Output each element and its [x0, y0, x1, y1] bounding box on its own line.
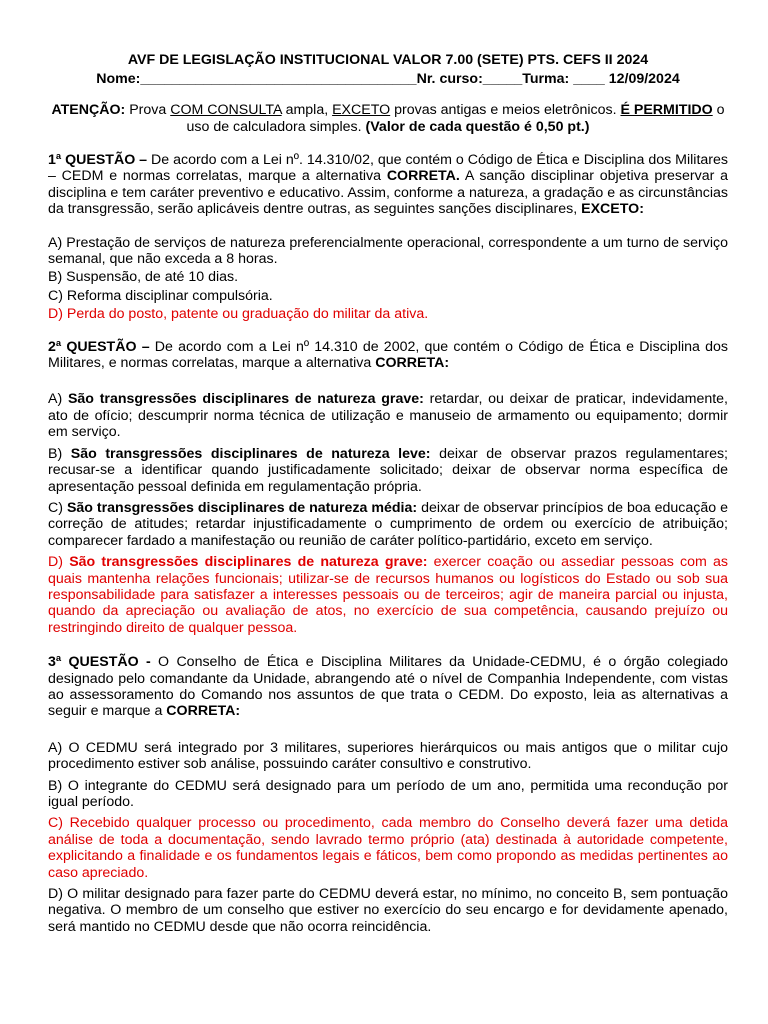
- question-2-stem: 2ª QUESTÃO – De acordo com a Lei nº 14.310 de 2002, que contém o Código de Ética e Disciplina dos Militares, e normas correlatas, marque a alternativa CORRETA:: [48, 338, 728, 372]
- question-2-option-b: B) São transgressões disciplinares de natureza leve: deixar de observar prazos regulamentares; recusar-se a identificar quando justificadamente solicitado; deixar de observar norma específica de apresentação pessoal definida em regulamentação própria.: [48, 445, 728, 495]
- question-1-option-a: A) Prestação de serviços de natureza preferencialmente operacional, correspondente a um turno de serviço semanal, que não exceda a 8 horas.: [48, 234, 728, 268]
- question-2-option-c: C) São transgressões disciplinares de natureza média: deixar de observar princípios de boa educação e correção de atitudes; retardar injustificadamente o cumprimento de ordem ou exercício de atribuição; comparecer fardado a manifestação ou reunião de caráter político-partidário, exceto em serviço.: [48, 499, 728, 549]
- question-3-label: 3ª QUESTÃO -: [48, 654, 151, 671]
- attention-label: ATENÇÃO:: [51, 102, 126, 118]
- question-3-option-b: B) O integrante do CEDMU será designado para um período de um ano, permitida uma recondução por igual período.: [48, 777, 728, 810]
- attention-notice: ATENÇÃO: Prova COM CONSULTA ampla, EXCETO provas antigas e meios eletrônicos. É PERMITIDO o uso de calculadora simples. (Valor de cada questão é 0,50 pt.): [51, 102, 725, 135]
- exam-title: AVF DE LEGISLAÇÃO INSTITUCIONAL VALOR 7.00 (SETE) PTS. CEFS II 2024: [127, 52, 649, 68]
- question-value: (Valor de cada questão é 0,50 pt.): [365, 118, 590, 135]
- question-3-option-c: C) Recebido qualquer processo ou procedimento, cada membro do Conselho deverá fazer uma detida análise de toda a documentação, sendo lavrado termo próprio (ata) destinada à autoridade competente, explicitando a finalidade e os fundamentos legais e fáticos, bem como propondo as medidas pertinentes ao caso apreciado.: [48, 815, 728, 881]
- question-2-option-d: D) São transgressões disciplinares de natureza grave: exercer coação ou assediar pessoas com as quais mantenha relações funcionais; utilizar-se de recursos humanos ou logísticos do Estado ou sob sua responsabilidade para satisfazer a interesses pessoais ou de terceiros; agir de maneira parcial ou injusta, quando da apreciação ou avaliação de atos, no exercício de sua competência, causando prejuízo ou restringindo direito de qualquer pessoa.: [48, 554, 729, 636]
- question-2-option-a: A) São transgressões disciplinares de natureza grave: retardar, ou deixar de praticar, indevidamente, ato de ofício; descumprir norma técnica de utilização e manuseio de armamento ou equipamento; dormir em serviço.: [48, 391, 728, 441]
- question-1-option-d: D) Perda do posto, patente ou graduação do militar da ativa.: [48, 306, 429, 323]
- question-3-stem: 3ª QUESTÃO - O Conselho de Ética e Disciplina Militares da Unidade-CEDMU, é o órgão colegiado designado pelo comandante da Unidade, abrangendo até o nível de Companhia Independente, com vistas ao assessoramento do Comando nos assuntos de que trata o CEDM. Do exposto, leia as alternativas a seguir e marque a CORRETA:: [48, 654, 729, 720]
- com-consulta: COM CONSULTA: [170, 102, 282, 118]
- student-info-line: Nome:___________________________________Nr. curso:_____Turma: ____ 12/09/2024: [96, 71, 680, 87]
- question-3-option-a: A) O CEDMU será integrado por 3 militares, superiores hierárquicos ou mais antigos que o militar cujo procedimento estiver sob análise, possuindo caráter consultivo e construtivo.: [48, 739, 728, 773]
- permitido: É PERMITIDO: [620, 102, 713, 118]
- question-1-option-b: B) Suspensão, de até 10 dias.: [48, 269, 239, 286]
- question-1-stem: 1ª QUESTÃO – De acordo com a Lei nº. 14.310/02, que contém o Código de Ética e Disciplina dos Militares – CEDM e normas correlatas, marque a alternativa CORRETA. A sanção disciplinar objetiva preservar a disciplina e tem caráter preventivo e educativo. Assim, conforme a natureza, a gradação e as circunstâncias da transgressão, serão aplicáveis dentre outras, as seguintes sanções disciplinares, EXCETO:: [48, 152, 728, 218]
- exam-page: [48, 0, 728, 935]
- question-3-option-d: D) O militar designado para fazer parte do CEDMU deverá estar, no mínimo, no conceito B, sem pontuação negativa. O membro de um conselho que estiver no exercício do seu encargo e for devidamente apenado, será mantido no CEDMU desde que não ocorra reincidência.: [48, 886, 728, 935]
- question-2-label: 2ª QUESTÃO –: [48, 338, 150, 355]
- question-1-option-c: C) Reforma disciplinar compulsória.: [48, 287, 273, 304]
- exceto-underlined: EXCETO: [332, 102, 391, 118]
- question-1-label: 1ª QUESTÃO –: [48, 152, 148, 168]
